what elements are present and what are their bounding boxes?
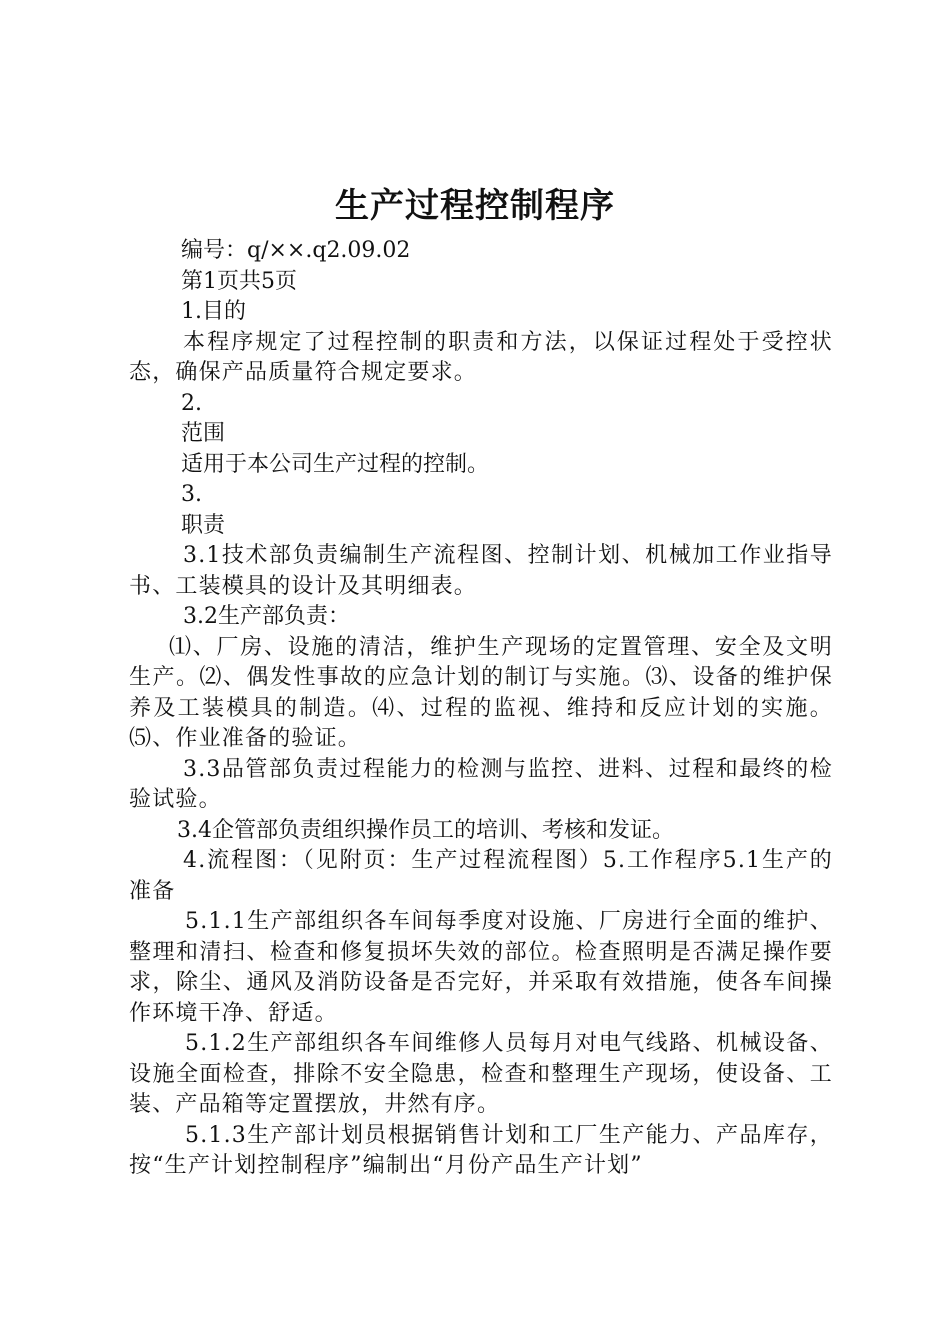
paragraph-3-2-duties: ⑴、厂房、设施的清洁，维护生产现场的定置管理、安全及文明生产。⑵、偶发性事故的应急计划的制订与实施。⑶、设备的维护保养及工装模具的制造。⑷、过程的监视、维持和反应计划的实施。⑸、作业准备的验证。 bbox=[129, 634, 833, 751]
paragraph-3-4: 3.4企管部负责组织操作员工的培训、考核和发证。 bbox=[177, 817, 674, 843]
document-body bbox=[129, 236, 833, 1182]
section-3-number: 3. bbox=[181, 482, 202, 507]
paragraph-3-3: 3.3品管部负责过程能力的检测与监控、进料、过程和最终的检验试验。 bbox=[129, 756, 833, 812]
paragraph-purpose: 本程序规定了过程控制的职责和方法，以保证过程处于受控状态，确保产品质量符合规定要求。 bbox=[129, 329, 833, 385]
section-3-heading: 职责 bbox=[181, 512, 226, 538]
doc-number: 编号：q/××.q2.09.02 bbox=[181, 238, 411, 263]
section-1-heading: 1.目的 bbox=[181, 299, 246, 324]
paragraph-4-flowchart: 4.流程图：（见附页：生产过程流程图）5.工作程序5.1生产的准备 bbox=[129, 848, 833, 904]
section-2-number: 2. bbox=[181, 390, 202, 416]
paragraph-5-1-2: 5.1.2生产部组织各车间维修人员每月对电气线路、机械设备、设施全面检查，排除不安全隐患，检查和整理生产现场，使设备、工装、产品箱等定置摆放，井然有序。 bbox=[129, 1031, 833, 1117]
paragraph-5-1-3: 5.1.3生产部计划员根据销售计划和工厂生产能力、产品库存，按“生产计划控制程序”编制出“月份产品生产计划” bbox=[129, 1122, 833, 1178]
page-indicator: 第1页共5页 bbox=[181, 268, 297, 294]
document-title: 生产过程控制程序 bbox=[335, 186, 615, 226]
paragraph-3-2: 3.2生产部负责： bbox=[183, 604, 350, 629]
paragraph-5-1-1: 5.1.1生产部组织各车间每季度对设施、厂房进行全面的维护、整理和清扫、检查和修复损坏失效的部位。检查照明是否满足操作要求，除尘、通风及消防设备是否完好，并采取有效措施，使各车间操作环境干净、舒适。 bbox=[129, 909, 833, 1026]
paragraph-scope: 适用于本公司生产过程的控制。 bbox=[181, 451, 490, 477]
paragraph-3-1: 3.1技术部负责编制生产流程图、控制计划、机械加工作业指导书、工装模具的设计及其明细表。 bbox=[129, 543, 833, 599]
section-2-heading: 范围 bbox=[181, 421, 226, 446]
